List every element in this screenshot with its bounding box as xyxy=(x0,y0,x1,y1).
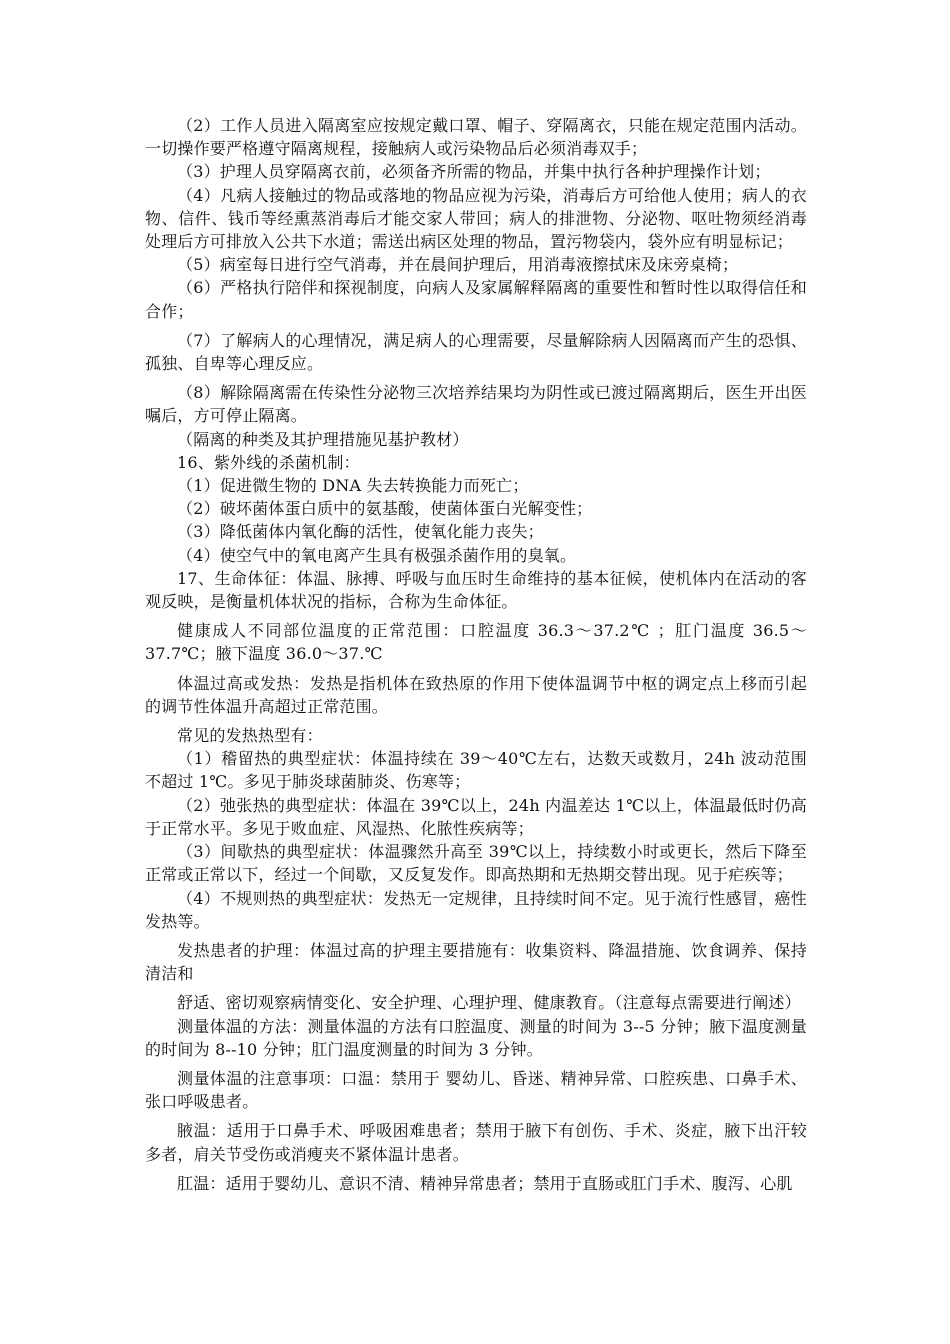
paragraph-fever-type-3: （3）间歇热的典型症状：体温骤然升高至 39℃以上，持续数小时或更长，然后下降至正常或正常以下，经过一个间歇，又反复发作。即高热期和无热期交替出现。见于疟疾等； xyxy=(145,842,807,885)
paragraph-rectal: 肛温：适用于婴幼儿、意识不清、精神异常患者；禁用于直肠或肛门手术、腹泻、心肌 xyxy=(177,1173,793,1193)
paragraph-isolation-7: （7）了解病人的心理情况，满足病人的心理需要，尽量解除病人因隔离而产生的恐惧、孤独、自卑等心理反应。 xyxy=(145,330,807,374)
paragraph-fever-type-2: （2）弛张热的典型症状：体温在 39℃以上，24h 内温差达 1℃以上，体温最低时仍高于正常水平。多见于败血症、风湿热、化脓性疾病等； xyxy=(145,795,807,838)
paragraph-measure-precautions: 测量体温的注意事项：口温：禁用于 婴幼儿、昏迷、精神异常、口腔疾患、口鼻手术、张口呼吸患者。 xyxy=(145,1068,807,1112)
paragraph-fever-type-4: （4）不规则热的典型症状：发热无一定规律，且持续时间不定。见于流行性感冒，癌性发热等。 xyxy=(145,888,807,931)
paragraph-isolation-6: （6）严格执行陪伴和探视制度，向病人及家属解释隔离的重要性和暂时性以取得信任和合作； xyxy=(145,278,807,321)
document-body xyxy=(145,114,807,1195)
paragraph-uv-4: （4）使空气中的氧电离产生具有极强杀菌作用的臭氧。 xyxy=(177,545,577,565)
paragraph-isolation-4: （4）凡病人接触过的物品或落地的物品应视为污染，消毒后方可给他人使用；病人的衣物、信件、钱币等经熏蒸消毒后才能交家人带回；病人的排泄物、分泌物、呕吐物须经消毒处理后方可排放入公共下水道；需送出病区处理的物品，置污物袋内，袋外应有明显标记； xyxy=(145,185,807,252)
paragraph-fever-type-1: （1）稽留热的典型症状：体温持续在 39～40℃左右，达数天或数月，24h 波动范围不超过 1℃。多见于肺炎球菌肺炎、伤寒等； xyxy=(145,749,807,792)
section-heading-16: 16、紫外线的杀菌机制： xyxy=(177,452,360,472)
paragraph-fever-definition: 体温过高或发热：发热是指机体在致热原的作用下使体温调节中枢的调定点上移而引起的调节性体温升高超过正常范围。 xyxy=(145,673,807,716)
paragraph-isolation-3: （3）护理人员穿隔离衣前，必须备齐所需的物品，并集中执行各种护理操作计划； xyxy=(177,162,771,182)
paragraph-fever-care: 发热患者的护理：体温过高的护理主要措施有：收集资料、降温措施、饮食调养、保持清洁和 xyxy=(145,940,807,984)
section-heading-17: 17、生命体征：体温、脉搏、呼吸与血压时生命维持的基本征候，使机体内在活动的客观反映，是衡量机体状况的指标，合称为生命体征。 xyxy=(145,568,807,612)
paragraph-fever-types-heading: 常见的发热热型有： xyxy=(177,726,323,746)
paragraph-fever-care-continued: 舒适、密切观察病情变化、安全护理、心理护理、健康教育。（注意每点需要进行阐述） xyxy=(177,993,801,1013)
paragraph-normal-temperature: 健康成人不同部位温度的正常范围：口腔温度 36.3～37.2℃ ；肛门温度 36.5～37.7℃；腋下温度 36.0～37.℃ xyxy=(145,621,807,664)
paragraph-uv-1: （1）促进微生物的 DNA 失去转换能力而死亡； xyxy=(177,476,529,496)
paragraph-measure-methods: 测量体温的方法：测量体温的方法有口腔温度、测量的时间为 3--5 分钟；腋下温度测量的时间为 8--10 分钟；肛门温度测量的时间为 3 分钟。 xyxy=(145,1016,807,1059)
paragraph-isolation-note: （隔离的种类及其护理措施见基护教材） xyxy=(177,429,469,449)
paragraph-isolation-8: （8）解除隔离需在传染性分泌物三次培养结果均为阴性或已渡过隔离期后，医生开出医嘱后，方可停止隔离。 xyxy=(145,383,807,426)
paragraph-isolation-2: （2）工作人员进入隔离室应按规定戴口罩、帽子、穿隔离衣，只能在规定范围内活动。一切操作要严格遵守隔离规程，接触病人或污染物品后必须消毒双手； xyxy=(145,116,807,159)
paragraph-axillary: 腋温：适用于口鼻手术、呼吸困难患者；禁用于腋下有创伤、手术、炎症，腋下出汗较多者，肩关节受伤或消瘦夹不紧体温计患者。 xyxy=(145,1121,807,1164)
paragraph-uv-2: （2）破坏菌体蛋白质中的氨基酸，使菌体蛋白光解变性； xyxy=(177,499,593,519)
paragraph-uv-3: （3）降低菌体内氧化酶的活性，使氧化能力丧失； xyxy=(177,522,544,542)
paragraph-isolation-5: （5）病室每日进行空气消毒，并在晨间护理后，用消毒液擦拭床及床旁桌椅； xyxy=(177,255,739,275)
